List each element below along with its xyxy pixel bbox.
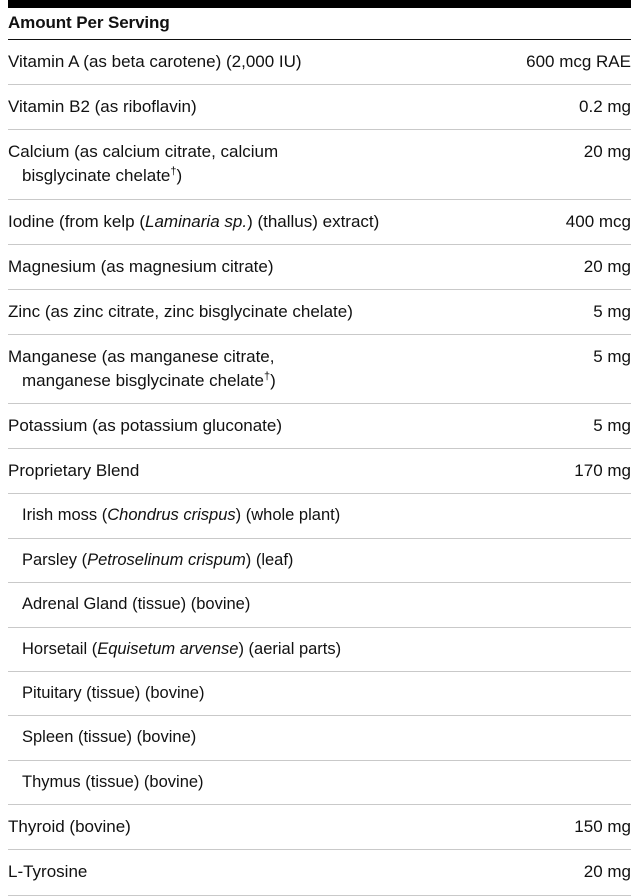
table-row — [8, 404, 631, 449]
table-row — [8, 494, 631, 538]
ingredient-name: Iodine (from kelp (Laminaria sp.) (thallus) extract) — [8, 211, 380, 231]
ingredient-amount: 600 mcg RAE — [526, 52, 631, 71]
table-row — [8, 805, 631, 850]
ingredient-amount: 20 mg — [583, 142, 631, 162]
ingredient-name: Vitamin B2 (as riboflavin) — [8, 97, 197, 117]
table-row — [8, 761, 631, 805]
panel-top-rule — [8, 0, 631, 8]
ingredient-name: Adrenal Gland (tissue) (bovine) — [22, 595, 251, 614]
table-row — [8, 539, 631, 583]
ingredient-name: Horsetail (Equisetum arvense) (aerial parts) — [22, 639, 342, 658]
ingredient-amount: 5 mg — [593, 346, 631, 366]
ingredient-name: Potassium (as potassium gluconate) — [8, 416, 283, 436]
table-row — [8, 85, 631, 130]
ingredient-name: Proprietary Blend — [8, 461, 140, 481]
ingredient-amount: 170 mg — [574, 461, 631, 481]
ingredient-amount: 150 mg — [574, 817, 631, 837]
table-row — [8, 583, 631, 627]
panel-header — [8, 8, 631, 40]
ingredient-amount: 5 mg — [593, 301, 631, 321]
ingredient-name: Calcium (as calcium citrate, calcium bisglycinate chelate†) — [8, 142, 279, 186]
ingredient-name: Thyroid (bovine) — [8, 817, 131, 837]
table-row — [8, 245, 631, 290]
ingredient-amount: 5 mg — [593, 416, 631, 436]
ingredient-name: Magnesium (as magnesium citrate) — [8, 256, 274, 276]
table-row — [8, 40, 631, 85]
ingredient-name: Thymus (tissue) (bovine) — [22, 772, 204, 791]
ingredient-name: Pituitary (tissue) (bovine) — [22, 684, 205, 703]
ingredient-name: Irish moss (Chondrus crispus) (whole plant) — [22, 506, 341, 525]
ingredient-name: L-Tyrosine — [8, 862, 88, 882]
ingredient-name: Vitamin A (as beta carotene) (2,000 IU) — [8, 52, 302, 71]
page-title: Amount Per Serving — [8, 13, 170, 32]
table-row — [8, 335, 631, 404]
table-row — [8, 716, 631, 760]
ingredient-amount: 20 mg — [583, 256, 631, 276]
ingredient-table — [8, 40, 631, 896]
table-row — [8, 130, 631, 199]
ingredient-name: Manganese (as manganese citrate, manganese bisglycinate chelate†) — [8, 346, 276, 390]
ingredient-name: Spleen (tissue) (bovine) — [22, 728, 197, 747]
table-row — [8, 628, 631, 672]
table-row — [8, 850, 631, 895]
ingredient-amount: 400 mcg — [565, 211, 631, 231]
table-row — [8, 449, 631, 494]
table-row — [8, 200, 631, 245]
ingredient-name: Zinc (as zinc citrate, zinc bisglycinate chelate) — [8, 301, 353, 321]
ingredient-name: Parsley (Petroselinum crispum) (leaf) — [22, 550, 294, 569]
ingredient-amount: 0.2 mg — [579, 97, 631, 117]
ingredient-amount: 20 mg — [583, 862, 631, 882]
table-row — [8, 672, 631, 716]
table-row — [8, 290, 631, 335]
